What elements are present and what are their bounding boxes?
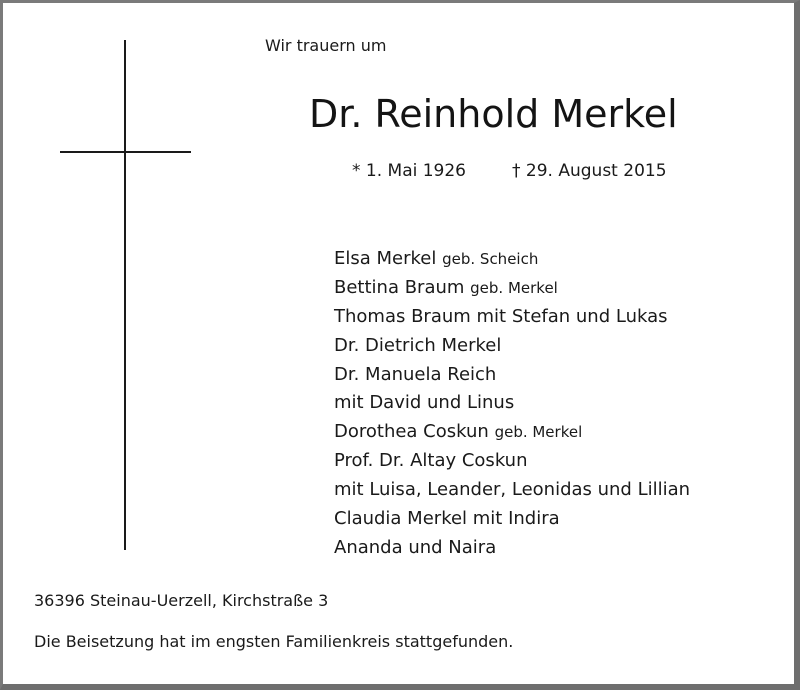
intro-text: Wir trauern um <box>265 36 387 55</box>
cross-horizontal-bar <box>60 151 191 153</box>
mourner-name: Dr. Dietrich Merkel <box>334 334 502 356</box>
mourner-note: geb. Scheich <box>442 250 539 268</box>
death-date: † 29. August 2015 <box>512 161 667 181</box>
birth-date: * 1. Mai 1926 <box>352 161 467 181</box>
mourner-name: Dr. Manuela Reich <box>334 363 497 385</box>
deceased-name: Dr. Reinhold Merkel <box>309 92 678 136</box>
cross-vertical-bar <box>124 40 126 550</box>
list-item <box>334 274 690 303</box>
mourner-name: mit David und Linus <box>334 392 515 414</box>
mourner-note: geb. Merkel <box>470 278 558 297</box>
mourner-name: Claudia Merkel mit Indira <box>334 508 560 530</box>
funeral-note: Die Beisetzung hat im engsten Familienkreis stattgefunden. <box>34 632 514 651</box>
life-dates <box>352 161 667 181</box>
mourner-name: Ananda und Naira <box>334 536 497 558</box>
list-item <box>334 303 690 332</box>
list-item <box>334 389 690 418</box>
list-item <box>334 418 690 447</box>
list-item <box>334 476 690 505</box>
mourner-name: Prof. Dr. Altay Coskun <box>334 450 528 472</box>
mourner-name: Dorothea Coskun <box>334 421 489 443</box>
mourner-name: Thomas Braum mit Stefan und Lukas <box>334 305 668 327</box>
mourner-name: Bettina Braum <box>334 276 465 298</box>
mourner-note: geb. Merkel <box>494 423 583 442</box>
list-item <box>334 245 690 274</box>
list-item <box>334 332 690 361</box>
mourner-name: Elsa Merkel <box>334 248 437 269</box>
address: 36396 Steinau-Uerzell, Kirchstraße 3 <box>34 591 329 610</box>
list-item <box>334 534 690 563</box>
mourners-list <box>334 245 690 563</box>
mourner-name: mit Luisa, Leander, Leonidas und Lillian <box>334 479 691 501</box>
list-item <box>334 447 690 476</box>
list-item <box>334 361 690 390</box>
list-item <box>334 505 690 534</box>
